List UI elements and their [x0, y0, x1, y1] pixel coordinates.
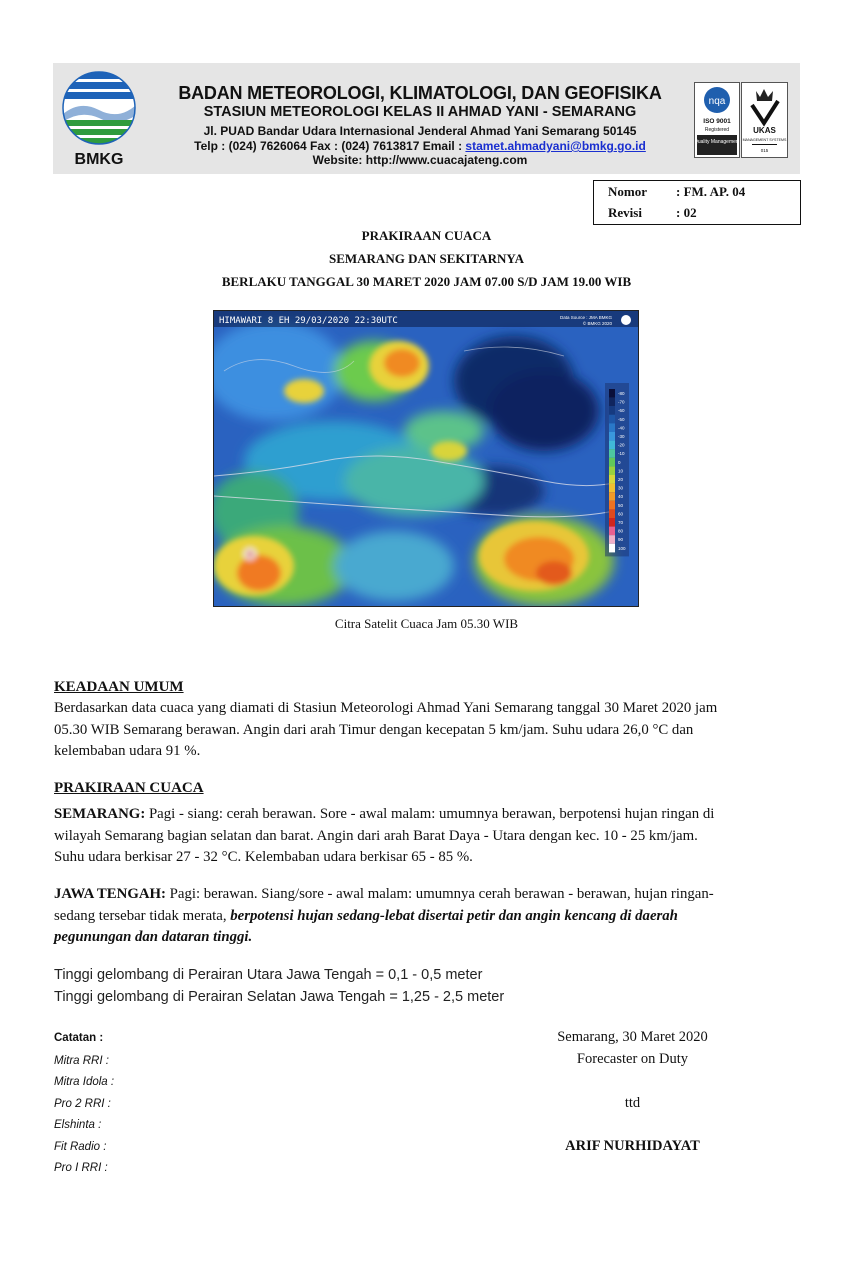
scale-label: 90 — [618, 537, 624, 543]
scale-swatch — [609, 544, 615, 553]
contact-line — [140, 139, 700, 153]
scale-swatch — [609, 449, 615, 458]
jateng-forecast — [54, 884, 800, 949]
scale-swatch — [609, 398, 615, 407]
scale-label: -50 — [618, 416, 625, 422]
ukas-code: 015 — [760, 148, 769, 153]
email-link[interactable]: stamet.ahmadyani@bmkg.go.id — [465, 139, 646, 153]
wave-south: Tinggi gelombang di Perairan Selatan Jawa Tengah = 1,25 - 2,5 meter — [54, 988, 505, 1005]
wave-north: Tinggi gelombang di Perairan Utara Jawa Tengah = 0,1 - 0,5 meter — [54, 967, 483, 983]
crown-icon — [756, 89, 773, 101]
nomor-value: : FM. AP. 04 — [676, 184, 746, 199]
scale-label: -60 — [618, 408, 625, 414]
scale-label: 20 — [618, 477, 624, 482]
scale-swatch — [609, 527, 615, 536]
station-name: STASIUN METEOROLOGI KELAS II AHMAD YANI - SEMARANG — [203, 104, 637, 120]
satellite-image — [213, 310, 639, 607]
keadaan-umum-line-3: kelembaban udara 91 %. — [54, 743, 201, 759]
satellite-copyright: © BMKG 2020 — [582, 321, 612, 326]
keadaan-umum-line-2: 05.30 WIB Semarang berawan. Angin dari arah Timur dengan kecepatan 5 km/jam. Suhu udara 26,0 °C dan — [54, 721, 694, 738]
semarang-line-3: Suhu udara berkisar 27 - 32 °C. Kelembaban udara berkisar 65 - 85 %. — [54, 849, 473, 865]
satellite-source: Data Source : JMA BMKG — [559, 315, 612, 320]
agency-name: BADAN METEOROLOGI, KLIMATOLOGI, DAN GEOFISIKA — [178, 83, 662, 103]
scale-label: 100 — [618, 545, 626, 551]
scale-swatch — [609, 518, 615, 527]
scale-swatch — [609, 484, 615, 493]
jateng-line-2a: sedang tersebar tidak merata, — [54, 907, 231, 924]
validity-period: BERLAKU TANGGAL 30 MARET 2020 JAM 07.00 S/D JAM 19.00 WIB — [221, 274, 632, 289]
jateng-label: JAWA TENGAH: — [54, 886, 166, 902]
prakiraan-heading: PRAKIRAAN CUACA — [54, 780, 204, 796]
satellite-label: HIMAWARI 8 EH 29/03/2020 22:30UTC — [219, 316, 398, 326]
signature-name: ARIF NURHIDAYAT — [565, 1138, 700, 1154]
semarang-line-2: wilayah Semarang bagian selatan dan barat. Angin dari arah Barat Daya - Utara dengan kec. 10 - 25 km/jam. — [54, 827, 698, 844]
iso-badge — [694, 82, 740, 158]
scale-label: 0 — [618, 459, 621, 465]
revisi-label: Revisi — [608, 205, 642, 220]
scale-swatch — [609, 509, 615, 518]
bmkg-logo — [60, 70, 138, 168]
catatan-item: Mitra Idola : — [54, 1076, 115, 1088]
jateng-line-3: pegunungan dan dataran tinggi. — [54, 929, 253, 945]
scale-label: 40 — [618, 494, 624, 500]
website[interactable]: Website: http://www.cuacajateng.com — [312, 153, 528, 167]
jateng-line-1: Pagi: berawan. Siang/sore - awal malam: umumnya cerah berawan - berawan, hujan ringan- — [165, 886, 714, 902]
scale-label: 80 — [618, 528, 624, 534]
scale-label: -40 — [618, 425, 625, 431]
revisi-value: : 02 — [676, 205, 697, 220]
semarang-forecast — [54, 804, 800, 869]
address: Jl. PUAD Bandar Udara Internasional Jenderal Ahmad Yani Semarang 50145 — [203, 124, 637, 138]
nqa-text: nqa — [708, 96, 726, 107]
scale-label: -30 — [618, 434, 625, 439]
catatan-item: Pro I RRI : — [54, 1162, 108, 1174]
logo-text: BMKG — [74, 151, 124, 168]
scale-swatch — [609, 466, 615, 475]
wave-height-info — [54, 965, 800, 1008]
scale-label: 70 — [618, 520, 624, 525]
catatan-item: Elshinta : — [54, 1119, 102, 1131]
semarang-label: SEMARANG: — [54, 806, 146, 822]
contact-phone: Telp : (024) 7626064 Fax : (024) 7613817 Email : — [194, 139, 466, 153]
color-scale-legend — [605, 383, 629, 556]
scale-swatch — [609, 389, 615, 398]
satellite-caption: Citra Satelit Cuaca Jam 05.30 WIB — [334, 616, 519, 631]
scale-swatch — [609, 415, 615, 424]
scale-swatch — [609, 458, 615, 467]
scale-label: -20 — [618, 442, 625, 448]
catatan-item: Fit Radio : — [54, 1141, 107, 1153]
signature-role: Forecaster on Duty — [576, 1051, 689, 1067]
scale-swatch — [609, 441, 615, 450]
signature-place-date: Semarang, 30 Maret 2020 — [557, 1029, 708, 1045]
keadaan-umum-text — [54, 698, 800, 763]
scale-label: 30 — [618, 485, 624, 491]
document-subtitle: SEMARANG DAN SEKITARNYA — [328, 251, 525, 266]
ukas-sub: MANAGEMENT SYSTEMS — [742, 138, 787, 142]
semarang-line-1: Pagi - siang: cerah berawan. Sore - awal malam: umumnya berawan, berpotensi hujan ringan di — [145, 806, 715, 822]
scale-label: 10 — [618, 468, 624, 474]
scale-label: -70 — [618, 399, 625, 405]
scale-swatch — [609, 475, 615, 484]
signature-ttd: ttd — [624, 1095, 641, 1111]
ukas-text: UKAS — [753, 126, 776, 135]
iso-qm: Quality Management — [695, 139, 739, 145]
scale-label: -80 — [618, 391, 625, 396]
scale-swatch — [609, 423, 615, 432]
keadaan-umum-line-1: Berdasarkan data cuaca yang diamati di Stasiun Meteorologi Ahmad Yani Semarang tanggal 30 Maret 2020 jam — [54, 700, 718, 716]
jateng-line-2b: berpotensi hujan sedang-lebat disertai petir dan angin kencang di daerah — [230, 907, 678, 924]
scale-label: 50 — [618, 502, 624, 508]
scale-swatch — [609, 406, 615, 415]
document-title: PRAKIRAAN CUACA — [361, 228, 492, 243]
iso-text: ISO 9001 — [703, 118, 731, 125]
scale-label: 60 — [618, 511, 624, 517]
document-info-box — [593, 180, 801, 225]
catatan-heading: Catatan : — [54, 1032, 104, 1044]
catatan-item: Mitra RRI : — [54, 1055, 109, 1067]
scale-swatch — [609, 501, 615, 510]
scale-swatch — [609, 535, 615, 544]
keadaan-umum-heading: KEADAAN UMUM — [54, 679, 184, 695]
scale-swatch — [609, 432, 615, 441]
catatan-item: Pro 2 RRI : — [54, 1098, 111, 1110]
iso-registered: Registered — [704, 127, 730, 133]
nomor-label: Nomor — [608, 184, 647, 199]
ukas-badge — [741, 82, 788, 158]
scale-swatch — [609, 492, 615, 501]
bmkg-mini-logo-icon — [621, 315, 631, 325]
scale-label: -10 — [618, 451, 625, 457]
